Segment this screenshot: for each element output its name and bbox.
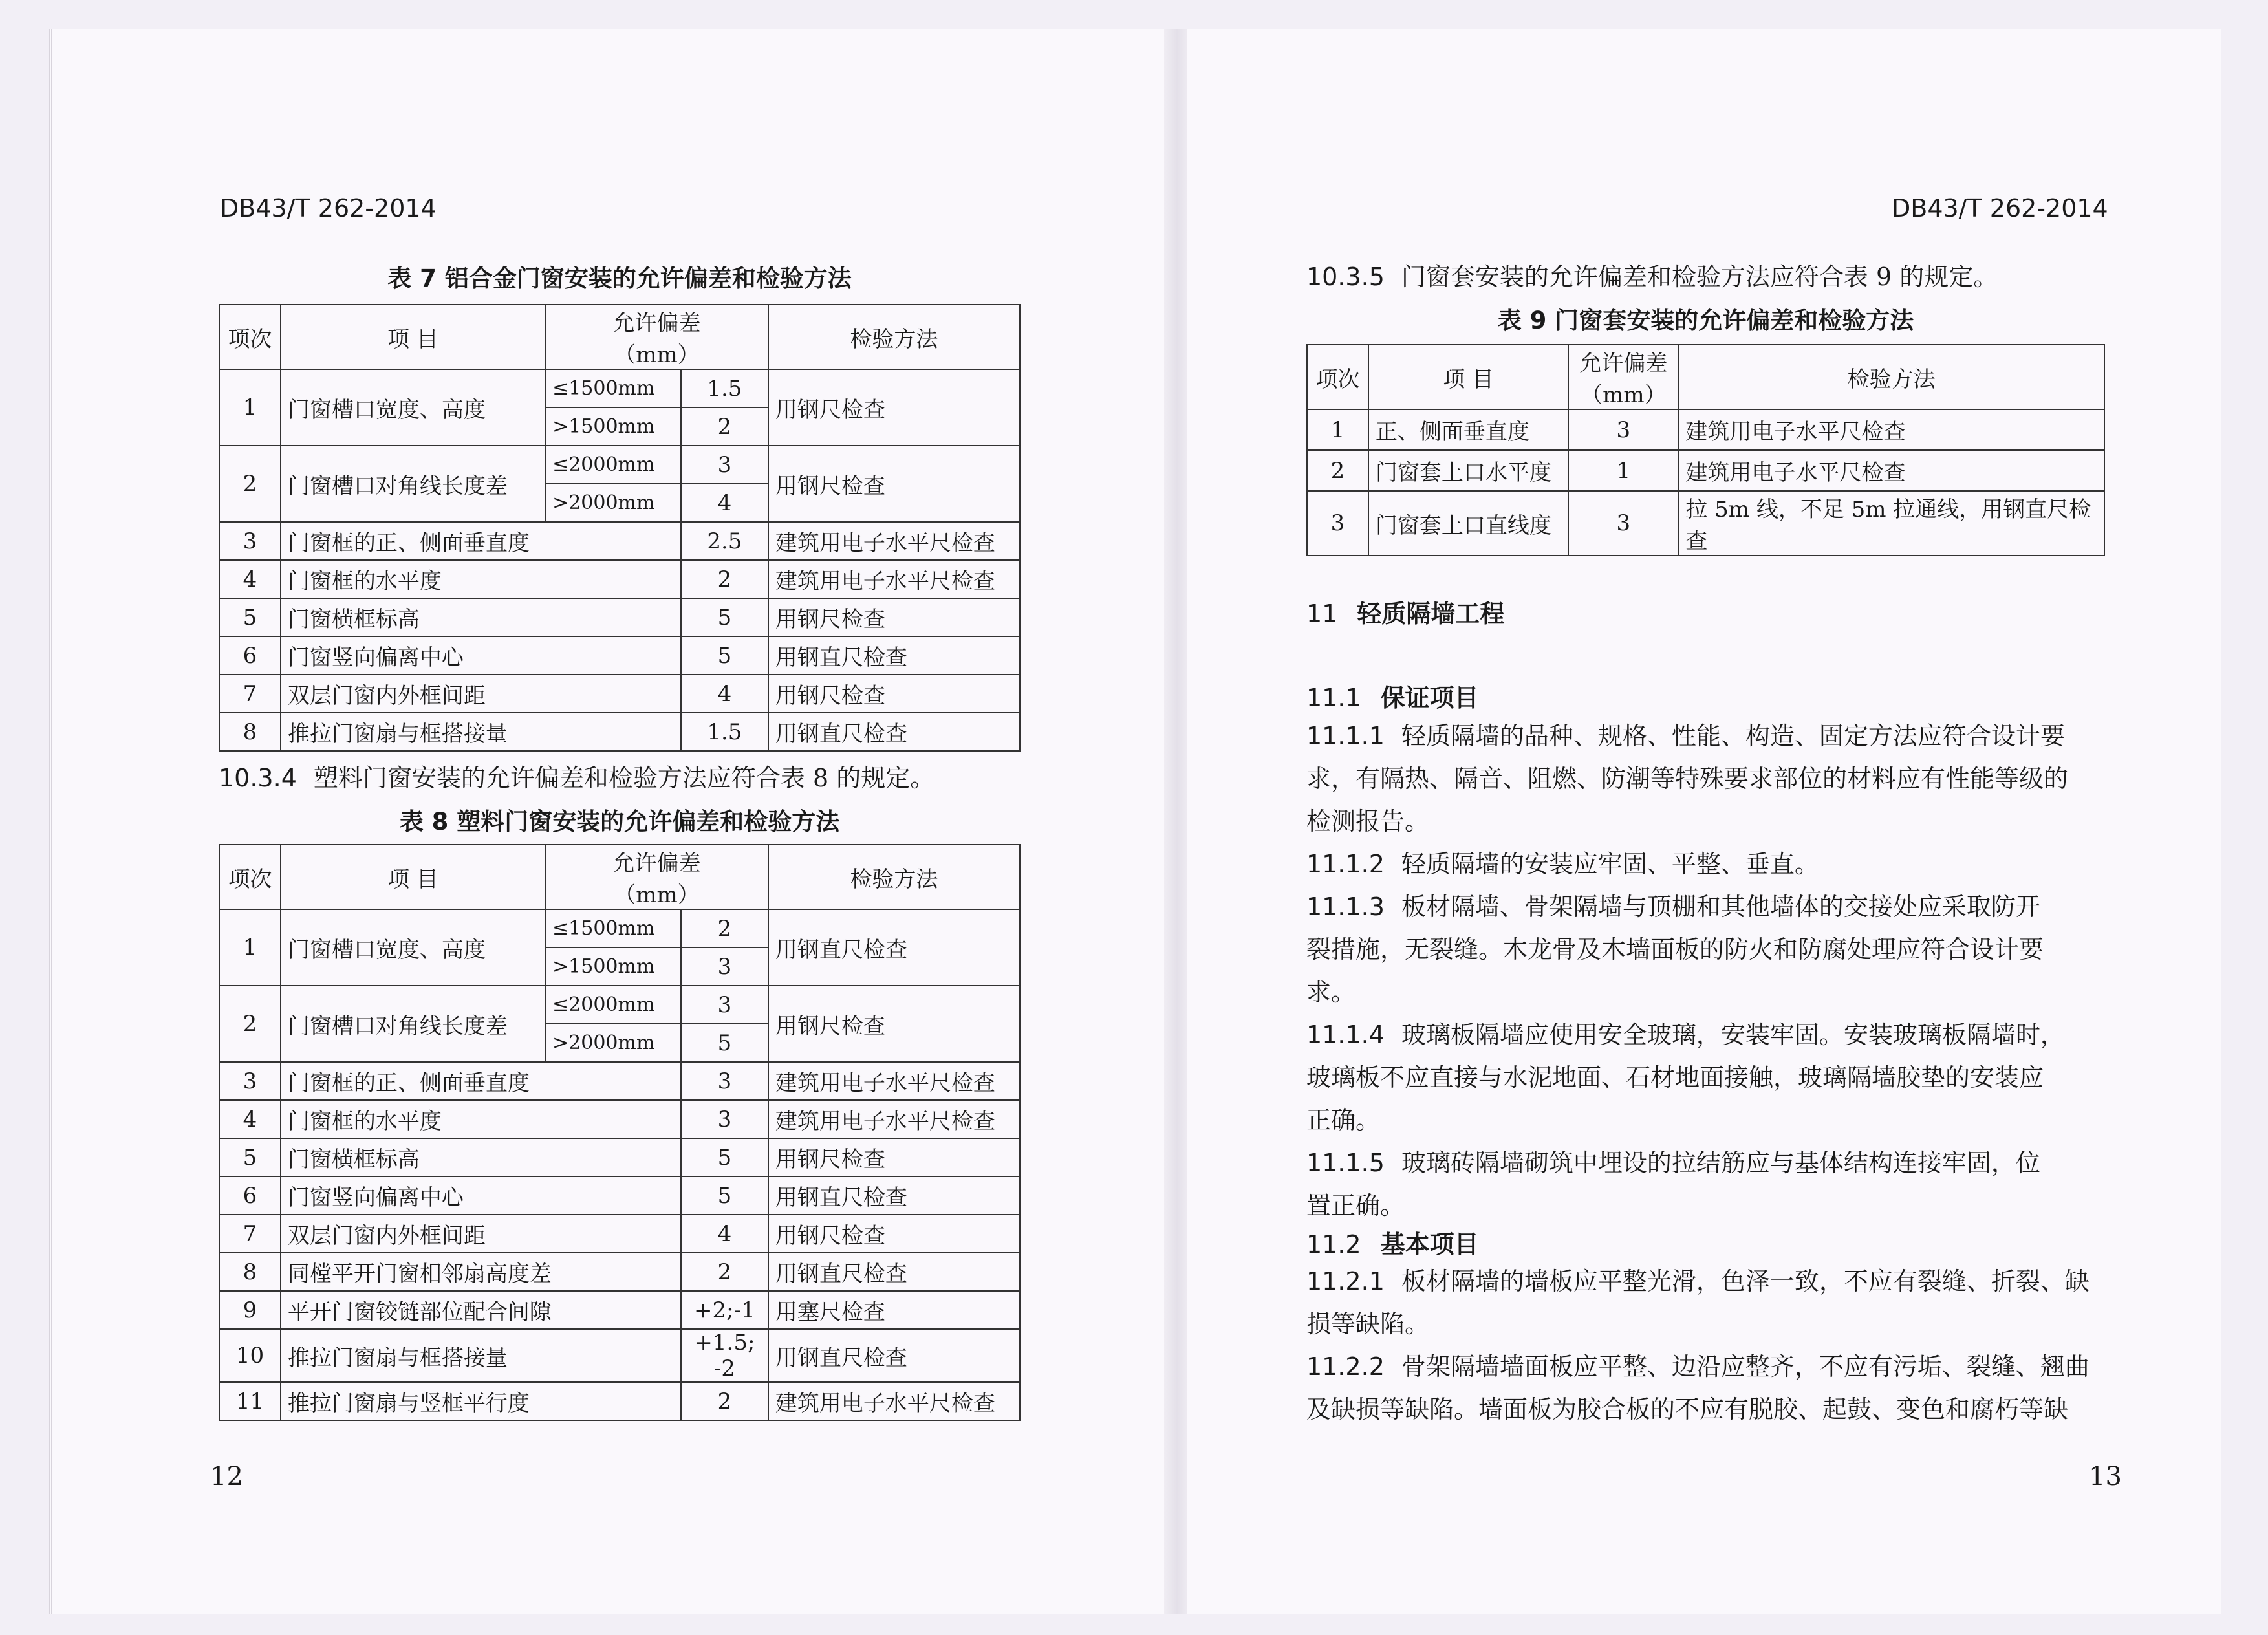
para-10-3-5: 10.3.5 门窗套安装的允许偏差和检验方法应符合表 9 的规定。 bbox=[1306, 263, 1998, 291]
row-method: 建筑用电子水平尺检查 bbox=[768, 1382, 1020, 1420]
col-tolerance: 允许偏差 （mm） bbox=[545, 305, 768, 369]
row-no: 9 bbox=[219, 1291, 281, 1329]
col-method: 检验方法 bbox=[768, 305, 1020, 369]
row-item: 门窗横框标高 bbox=[281, 598, 681, 636]
row-val: 1.5 bbox=[681, 369, 768, 407]
row-method: 用钢直尺检查 bbox=[768, 1176, 1020, 1215]
row-item: 门窗横框标高 bbox=[281, 1138, 681, 1176]
row-no: 3 bbox=[219, 522, 281, 560]
row-item: 推拉门窗扇与框搭接量 bbox=[281, 1329, 681, 1382]
row-cond: ≤2000mm bbox=[545, 986, 681, 1024]
row-no: 10 bbox=[219, 1329, 281, 1382]
row-val: 3 bbox=[681, 1062, 768, 1100]
row-no: 7 bbox=[219, 675, 281, 713]
para-11-1-5: 11.1.5 玻璃砖隔墙砌筑中埋设的拉结筋应与基体结构连接牢固，位 置正确。 bbox=[1306, 1149, 2040, 1220]
row-method: 建筑用电子水平尺检查 bbox=[768, 522, 1020, 560]
section-11-2-heading: 11.2 基本项目 bbox=[1306, 1230, 1479, 1259]
row-no: 4 bbox=[219, 560, 281, 598]
row-item: 门窗框的正、侧面垂直度 bbox=[281, 522, 681, 560]
row-item: 门窗套上口水平度 bbox=[1368, 450, 1568, 491]
row-cond: ≤1500mm bbox=[545, 909, 681, 947]
section-11-1-heading: 11.1 保证项目 bbox=[1306, 684, 1479, 712]
row-val: 3 bbox=[681, 446, 768, 484]
para-10-3-4: 10.3.4 塑料门窗安装的允许偏差和检验方法应符合表 8 的规定。 bbox=[219, 764, 935, 792]
row-item: 双层门窗内外框间距 bbox=[281, 675, 681, 713]
row-item: 门窗竖向偏离中心 bbox=[281, 1176, 681, 1215]
row-item: 门窗槽口对角线长度差 bbox=[281, 986, 545, 1062]
row-val: 5 bbox=[681, 598, 768, 636]
row-val: 4 bbox=[681, 675, 768, 713]
row-method: 建筑用电子水平尺检查 bbox=[768, 1062, 1020, 1100]
para-11-1-2: 11.1.2 轻质隔墙的安装应牢固、平整、垂直。 bbox=[1306, 850, 1819, 878]
row-item: 门窗竖向偏离中心 bbox=[281, 636, 681, 675]
row-method: 用钢尺检查 bbox=[768, 598, 1020, 636]
row-item: 门窗槽口宽度、高度 bbox=[281, 369, 545, 446]
row-item: 正、侧面垂直度 bbox=[1368, 409, 1568, 450]
row-no: 2 bbox=[219, 446, 281, 522]
col-tolerance: 允许偏差 （mm） bbox=[1568, 345, 1678, 409]
row-cond: ≤1500mm bbox=[545, 369, 681, 407]
row-method: 用钢尺检查 bbox=[768, 986, 1020, 1062]
row-method: 用钢尺检查 bbox=[768, 675, 1020, 713]
col-item: 项 目 bbox=[1368, 345, 1568, 409]
col-item: 项 目 bbox=[281, 845, 545, 909]
row-method: 建筑用电子水平尺检查 bbox=[768, 1100, 1020, 1138]
row-item: 推拉门窗扇与框搭接量 bbox=[281, 713, 681, 751]
row-method: 建筑用电子水平尺检查 bbox=[1678, 409, 2104, 450]
row-no: 6 bbox=[219, 1176, 281, 1215]
row-cond: >2000mm bbox=[545, 1024, 681, 1062]
row-method: 用钢尺检查 bbox=[768, 446, 1020, 522]
table7 bbox=[219, 304, 1021, 752]
row-val: 2 bbox=[681, 909, 768, 947]
row-method: 用钢尺检查 bbox=[768, 1215, 1020, 1253]
row-no: 8 bbox=[219, 1253, 281, 1291]
row-method: 拉 5m 线，不足 5m 拉通线，用钢直尺检查 bbox=[1678, 491, 2104, 556]
row-no: 2 bbox=[219, 986, 281, 1062]
row-method: 建筑用电子水平尺检查 bbox=[1678, 450, 2104, 491]
row-no: 1 bbox=[219, 909, 281, 986]
row-val: 2 bbox=[681, 407, 768, 446]
para-11-1-1: 11.1.1 轻质隔墙的品种、规格、性能、构造、固定方法应符合设计要 求，有隔热、隔音、阻燃、防潮等特殊要求部位的材料应有性能等级的 检测报告。 bbox=[1306, 722, 2069, 836]
table8-caption: 表 8 塑料门窗安装的允许偏差和检验方法 bbox=[399, 808, 840, 836]
table9 bbox=[1306, 344, 2105, 556]
row-no: 8 bbox=[219, 713, 281, 751]
page-number-left: 12 bbox=[210, 1462, 243, 1491]
row-val: +1.5; -2 bbox=[681, 1329, 768, 1382]
row-no: 4 bbox=[219, 1100, 281, 1138]
col-tolerance: 允许偏差 （mm） bbox=[545, 845, 768, 909]
row-item: 门窗槽口对角线长度差 bbox=[281, 446, 545, 522]
table9-caption: 表 9 门窗套安装的允许偏差和检验方法 bbox=[1497, 307, 1914, 334]
row-val: 2 bbox=[681, 1382, 768, 1420]
row-cond: >2000mm bbox=[545, 484, 681, 522]
col-index: 项次 bbox=[219, 305, 281, 369]
row-val: 3 bbox=[1568, 491, 1678, 556]
row-cond: >1500mm bbox=[545, 947, 681, 986]
row-item: 双层门窗内外框间距 bbox=[281, 1215, 681, 1253]
row-item: 门窗框的水平度 bbox=[281, 1100, 681, 1138]
book-spine bbox=[1164, 29, 1190, 1614]
row-val: 3 bbox=[681, 986, 768, 1024]
row-method: 用钢直尺检查 bbox=[768, 713, 1020, 751]
row-item: 门窗槽口宽度、高度 bbox=[281, 909, 545, 986]
row-no: 7 bbox=[219, 1215, 281, 1253]
row-val: 3 bbox=[1568, 409, 1678, 450]
row-item: 门窗框的正、侧面垂直度 bbox=[281, 1062, 681, 1100]
row-val: 5 bbox=[681, 636, 768, 675]
para-11-2-2: 11.2.2 骨架隔墙墙面板应平整、边沿应整齐，不应有污垢、裂缝、翘曲 及缺损等缺陷。墙面板为胶合板的不应有脱胶、起鼓、变色和腐朽等缺 bbox=[1306, 1352, 2090, 1424]
col-item: 项 目 bbox=[281, 305, 545, 369]
row-val: 1 bbox=[1568, 450, 1678, 491]
row-item: 门窗套上口直线度 bbox=[1368, 491, 1568, 556]
table8 bbox=[219, 844, 1021, 1421]
row-val: 4 bbox=[681, 484, 768, 522]
page-number-right: 13 bbox=[2089, 1462, 2122, 1491]
row-method: 用塞尺检查 bbox=[768, 1291, 1020, 1329]
col-index: 项次 bbox=[219, 845, 281, 909]
left-header: DB43/T 262-2014 bbox=[220, 194, 437, 222]
row-method: 用钢尺检查 bbox=[768, 369, 1020, 446]
row-item: 门窗框的水平度 bbox=[281, 560, 681, 598]
row-item: 平开门窗铰链部位配合间隙 bbox=[281, 1291, 681, 1329]
row-no: 3 bbox=[219, 1062, 281, 1100]
row-method: 用钢直尺检查 bbox=[768, 636, 1020, 675]
col-method: 检验方法 bbox=[1678, 345, 2104, 409]
row-no: 6 bbox=[219, 636, 281, 675]
row-no: 3 bbox=[1307, 491, 1368, 556]
row-val: +2;-1 bbox=[681, 1291, 768, 1329]
table7-caption: 表 7 铝合金门窗安装的允许偏差和检验方法 bbox=[387, 265, 852, 292]
para-11-2-1: 11.2.1 板材隔墙的墙板应平整光滑，色泽一致，不应有裂缝、折裂、缺 损等缺陷。 bbox=[1306, 1267, 2090, 1338]
row-val: 3 bbox=[681, 1100, 768, 1138]
para-11-1-4: 11.1.4 玻璃板隔墙应使用安全玻璃，安装牢固。安装玻璃板隔墙时， 玻璃板不应直接与水泥地面、石材地面接触，玻璃隔墙胶垫的安装应 正确。 bbox=[1306, 1021, 2065, 1134]
row-val: 3 bbox=[681, 947, 768, 986]
row-item: 推拉门窗扇与竖框平行度 bbox=[281, 1382, 681, 1420]
row-val: 5 bbox=[681, 1138, 768, 1176]
row-no: 5 bbox=[219, 1138, 281, 1176]
row-cond: ≤2000mm bbox=[545, 446, 681, 484]
row-method: 用钢直尺检查 bbox=[768, 1253, 1020, 1291]
row-method: 用钢直尺检查 bbox=[768, 1329, 1020, 1382]
row-no: 2 bbox=[1307, 450, 1368, 491]
row-no: 1 bbox=[1307, 409, 1368, 450]
right-header: DB43/T 262-2014 bbox=[1892, 194, 2108, 222]
row-val: 2 bbox=[681, 560, 768, 598]
row-no: 11 bbox=[219, 1382, 281, 1420]
para-11-1-3: 11.1.3 板材隔墙、骨架隔墙与顶棚和其他墙体的交接处应采取防开 裂措施，无裂缝。木龙骨及木墙面板的防火和防腐处理应符合设计要 求。 bbox=[1306, 893, 2044, 1006]
row-val: 5 bbox=[681, 1176, 768, 1215]
row-val: 1.5 bbox=[681, 713, 768, 751]
row-no: 1 bbox=[219, 369, 281, 446]
row-val: 2.5 bbox=[681, 522, 768, 560]
row-no: 5 bbox=[219, 598, 281, 636]
row-method: 用钢直尺检查 bbox=[768, 909, 1020, 986]
row-val: 5 bbox=[681, 1024, 768, 1062]
row-method: 建筑用电子水平尺检查 bbox=[768, 560, 1020, 598]
row-cond: >1500mm bbox=[545, 407, 681, 446]
col-method: 检验方法 bbox=[768, 845, 1020, 909]
section-11-heading: 11 轻质隔墙工程 bbox=[1306, 600, 1505, 628]
col-index: 项次 bbox=[1307, 345, 1368, 409]
row-val: 4 bbox=[681, 1215, 768, 1253]
row-method: 用钢尺检查 bbox=[768, 1138, 1020, 1176]
row-val: 2 bbox=[681, 1253, 768, 1291]
row-item: 同樘平开门窗相邻扇高度差 bbox=[281, 1253, 681, 1291]
